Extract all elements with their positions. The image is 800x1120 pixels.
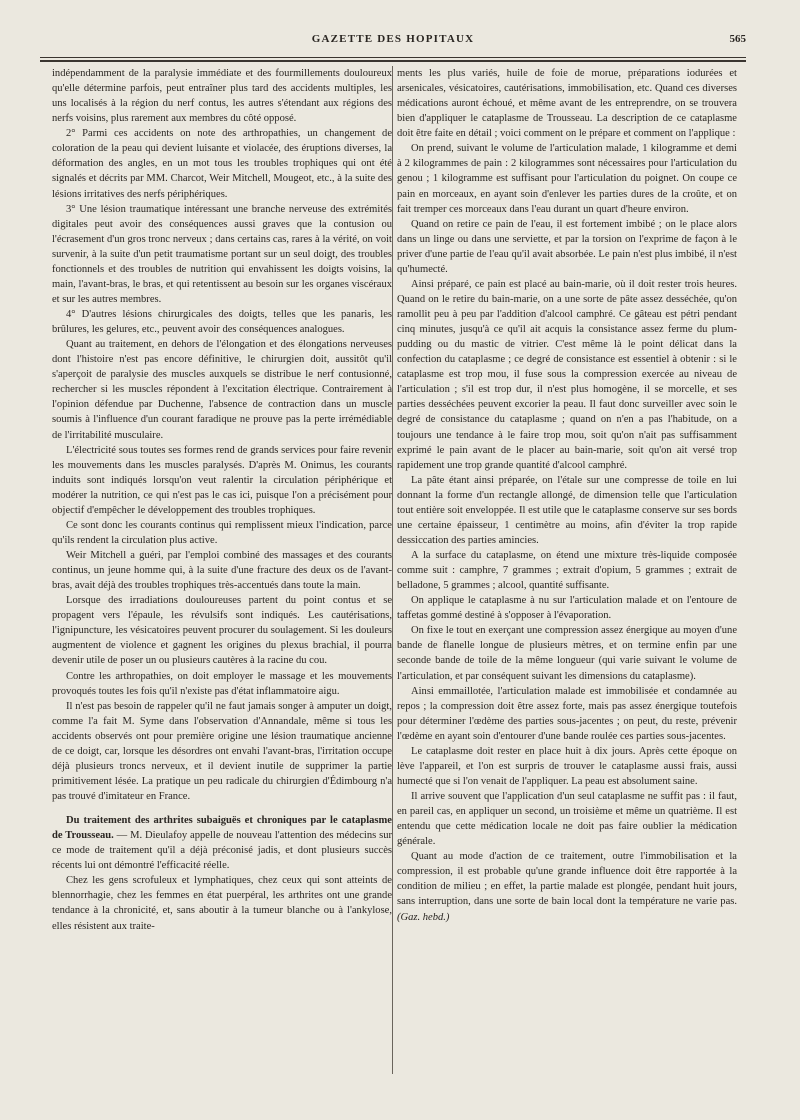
paragraph: On prend, suivant le volume de l'articulation malade, 1 kilogramme et demi à 2 kilogrammes de pain : 2 kilogrammes sont nécessaires pour l'articulation du genou ; 1 kilogramme est suffisant pour l'articulation du poignet. On coupe ce pain en morceaux, en ayant soin d'enlever les parties dures de la croûte, et on fait tremper ces morceaux dans l'eau durant un quart d'heure environ.	[397, 143, 737, 215]
paragraph: On applique le cataplasme à nu sur l'articulation malade et on l'entoure de taffetas gommé destiné à s'opposer à l'évaporation.	[397, 595, 737, 622]
page-number: 565	[729, 33, 746, 45]
paragraph: Ainsi emmaillotée, l'articulation malade est immobilisée et condamnée au repos ; la compression doit être assez forte, mais pas assez énergique toutefois pour déterminer l'œdème des parties sous-jacentes ; on peut, du reste, prévenir l'œdème en ayant soin d'entourer d'une bande roulée ces parties sous-jacentes.	[397, 685, 737, 742]
section-intro: — M. Dieulafoy appelle de nouveau l'attention des médecins sur ce mode de traitement qu'il a déjà préconisé jadis, et dont plusieurs succès récents lui ont démontré l'efficacité réelle.	[52, 830, 393, 872]
paragraph: L'électricité sous toutes ses formes rend de grands services pour faire revenir les mouvements dans les muscles paralysés. D'après M. Onimus, les courants induits sont indiqués lorsqu'on veut ralentir la circulation périphérique et modérer la nutrition, ce qui n'est pas le cas ici, puisque l'on a précisément pour objectif d'empêcher le développement des troubles trophiques.	[52, 444, 392, 516]
paragraph: ments les plus variés, huile de foie de morue, préparations iodurées et arsenicales, vésicatoires, cautérisations, immobilisation, etc. Quand ces diverses médications auront échoué, et même avant de les entreprendre, on se trouvera bien d'appliquer le cataplasme de Trousseau. La description de ce cataplasme doit être faite en détail ; voici comment on le prépare et comment on l'applique :	[397, 68, 737, 140]
page-header	[40, 33, 746, 53]
paragraph: indépendamment de la paralysie immédiate et des fourmillements douloureux qu'elle détermine parfois, peut entraîner plus tard des accidents multiples, les uns localisés à la région du nerf contus, les autres s'étendant aux régions des nerfs voisins, plus rarement aux membres du côté opposé.	[52, 68, 392, 125]
right-column	[397, 66, 737, 925]
paragraph: Quand on retire ce pain de l'eau, il est fortement imbibé ; on le place alors dans un linge ou dans une serviette, et par la torsion on l'exprime de façon à le priver d'une partie de l'eau qu'il avait absorbée. Le pain n'est plus imbibé, il n'est qu'humecté.	[397, 218, 737, 275]
source-citation: (Gaz. hebd.)	[397, 911, 450, 923]
paragraph: A la surface du cataplasme, on étend une mixture très-liquide composée comme suit : camphre, 7 grammes ; extrait d'opium, 5 grammes ; extrait de belladone, 5 grammes ; alcool, quantité suffisante.	[397, 550, 737, 592]
paragraph: Il arrive souvent que l'application d'un seul cataplasme ne suffit pas : il faut, en pareil cas, en appliquer un second, un troisième et même un quatrième. Il est entendu que cette médication locale ne doit pas faire oublier la médication générale.	[397, 791, 737, 848]
journal-title: GAZETTE DES HOPITAUX	[311, 33, 475, 45]
section-heading: Du traitement des arthrites subaiguës et chroniques par le cataplasme de Trousseau.	[52, 815, 392, 842]
paragraph: Weir Mitchell a guéri, par l'emploi combiné des massages et des courants continus, un jeune homme qui, à la suite d'une fracture des deux os de l'avant-bras, avait déjà des troubles trophiques très-accentués dans toute la main.	[52, 550, 392, 592]
paragraph: Lorsque des irradiations douloureuses partent du point contus et se propagent vers l'épaule, les révulsifs sont indiqués. Les cautérisations, l'ignipuncture, les vésicatoires peuvent procurer du soulagement. Si les douleurs augmentent de violence et gagnent les origines du plexus brachial, il pourra devenir utile de poser un ou plusieurs cautères à la racine du cou.	[52, 595, 392, 667]
paragraph: Chez les gens scrofuleux et lymphatiques, chez ceux qui sont atteints de blennorrhagie, chez les femmes en état puerpéral, les arthrites ont une grande tendance à la chronicité, et, sans aboutir à la tumeur blanche ou à l'ankylose, elles résistent aux traite-	[52, 875, 392, 932]
paragraph: Il n'est pas besoin de rappeler qu'il ne faut jamais songer à amputer un doigt, comme l'a fait M. Syme dans l'observation d'Annandale, même si tous les accidents observés ont pour première origine une lésion traumatique ancienne de ce doigt, car, lorsque les désordres ont envahi l'avant-bras, l'irritation occupe déjà plusieurs troncs nerveux, et il devient inutile de supprimer la partie primitivement lésée. La pratique un peu radicale du chirurgien d'Édimbourg n'a pas trouvé d'imitateur en France.	[52, 700, 392, 802]
paragraph: On fixe le tout en exerçant une compression assez énergique au moyen d'une bande de flanelle longue de plusieurs mètres, et on termine enfin par une seconde bande de toile de la même longueur (qui varie suivant le volume de l'articulation, et par conséquent suivant les dimensions du cataplasme).	[397, 625, 737, 682]
paragraph: 3° Une lésion traumatique intéressant une branche nerveuse des extrémités digitales peut avoir des conséquences aussi graves que la contusion ou l'écrasement d'un gros tronc nerveux ; dans certains cas, rares à la vérité, on voit survenir, à la suite d'un petit traumatisme portant sur un seul doigt, des troubles fonctionnels et des troubles de nutrition qui envahissent les doigts voisins, la main, l'avant-bras, le bras, et qui retentissent au besoin sur les organes viscéraux et sur les autres membres.	[52, 203, 392, 305]
paragraph: Contre les arthropathies, on doit employer le massage et les mouvements provoqués toutes les fois qu'il n'existe pas d'état inflammatoire aigu.	[52, 670, 392, 697]
paragraph: Ce sont donc les courants continus qui remplissent mieux l'indication, parce qu'ils rendent la circulation plus active.	[52, 519, 392, 546]
column-divider	[392, 66, 393, 1074]
closing-paragraph	[397, 849, 737, 924]
section-paragraph	[52, 813, 392, 873]
paragraph: Quant au traitement, en dehors de l'élongation et des élongations nerveuses dont l'histoire n'est pas encore définitive, le chirurgien doit, aussitôt qu'il s'aperçoit de paralysie des muscles auxquels se distribue le nerf contusionné, rechercher si les muscles répondent à l'excitation électrique. Contrairement à l'opinion défendue par Duchenne, l'absence de contraction dans un muscle soumis à l'influence d'un courant faradique ne prouve pas la perte irrémédiable de l'irritabilité musculaire.	[52, 339, 392, 441]
paragraph: La pâte étant ainsi préparée, on l'étale sur une compresse de toile en lui donnant la forme d'un rectangle allongé, de dimension telle que l'articulation tout entière soit enveloppée. Il est utile que le cataplasme conserve sur ses bords une certaine épaisseur, 1 centimètre au moins, afin d'éviter la trop rapide dessiccation des parties amincies.	[397, 474, 737, 546]
closing-text: Quant au mode d'action de ce traitement, outre l'immobilisation et la compression, il est probable qu'une grande influence doit être rapportée à la condition de milieu ; en effet, la partie malade est plongée, pendant huit jours, sans interruption, dans une sorte de bain local dont la température ne varie pas.	[397, 851, 737, 908]
paragraph: Ainsi préparé, ce pain est placé au bain-marie, où il doit rester trois heures. Quand on le retire du bain-marie, on a une sorte de pâte assez desséchée, qu'on ramollit peu à peu par l'addition d'alcool camphré. Ce gâteau est pétri pendant cinq minutes, jusqu'à ce qu'il ait acquis la consistance assez ferme du plum-pudding ou du mastic de vitrier. C'est même là le point délicat dans la confection du cataplasme ; ce degré de consistance est essentiel à obtenir : si le cataplasme est trop mou, il fuse sous la compression exercée au niveau de l'articulation ; s'il est trop dur, il n'est plus homogène, il se morcelle, et ses parties desséchées peuvent excorier la peau. Il faut donc surveiller avec soin le degré de consistance du cataplasme ; quand on n'en a pas l'habitude, on a toujours une tendance à le faire trop mou, soit qu'on n'ait pas suffisamment exprimé le pain avant de le placer au bain-marie, soit qu'on ait versé trop rapidement une trop grande quantité d'alcool camphré.	[397, 278, 737, 471]
paragraph: 2° Parmi ces accidents on note des arthropathies, un changement de coloration de la peau qui devient luisante et violacée, des éruptions diverses, la déformation des angles, en un mot tous les troubles trophiques qui ont été signalés et décrits par MM. Charcot, Weir Mitchell, Mougeot, etc., à la suite des lésions irritatives des nerfs périphériques.	[52, 128, 392, 200]
paragraph: Le cataplasme doit rester en place huit à dix jours. Après cette époque on lève l'appareil, et l'on est surpris de trouver le cataplasme aussi frais, aussi humecté que si l'on venait de l'appliquer. La peau est absolument saine.	[397, 745, 737, 787]
left-column	[52, 66, 392, 934]
header-rule	[40, 57, 746, 58]
paragraph: 4° D'autres lésions chirurgicales des doigts, telles que les panaris, les brûlures, les gelures, etc., peuvent avoir des conséquences analogues.	[52, 309, 392, 336]
header-rule-thick	[40, 60, 746, 62]
